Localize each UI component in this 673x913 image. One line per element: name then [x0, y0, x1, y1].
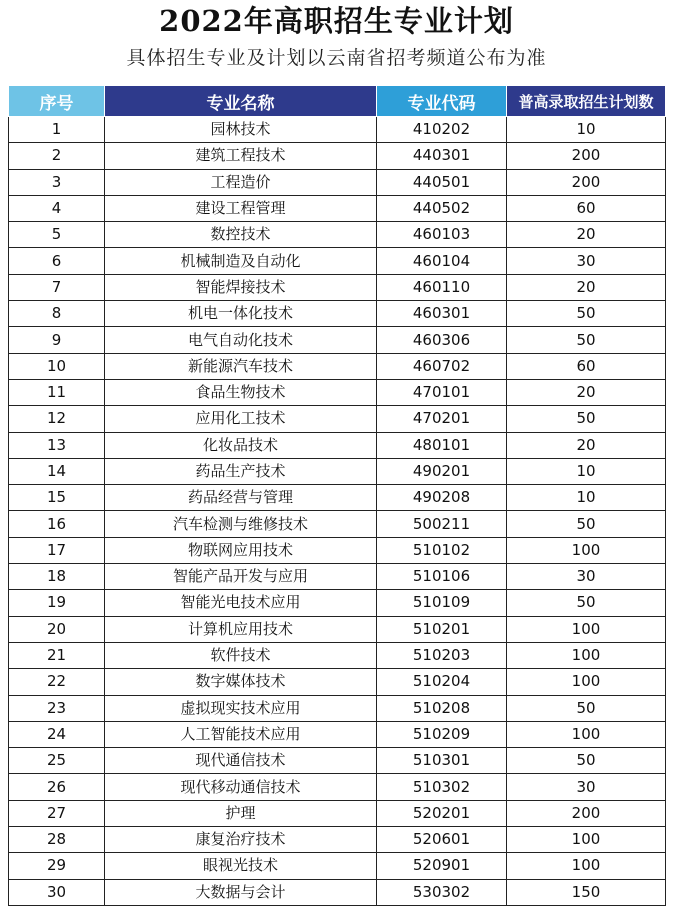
cell-major-code: 510208: [377, 695, 507, 721]
table-row: [9, 827, 666, 853]
header-major-code: 专业代码: [377, 86, 507, 117]
table-row: [9, 458, 666, 484]
cell-seq: 9: [9, 327, 105, 353]
cell-seq: 28: [9, 827, 105, 853]
table-row: [9, 274, 666, 300]
cell-plan-count: 100: [507, 721, 666, 747]
header-major-name: 专业名称: [105, 86, 377, 117]
cell-seq: 4: [9, 195, 105, 221]
cell-seq: 20: [9, 616, 105, 642]
header-seq: 序号: [9, 86, 105, 117]
table-row: [9, 248, 666, 274]
cell-major-code: 460110: [377, 274, 507, 300]
table-row: [9, 301, 666, 327]
cell-major-code: 460301: [377, 301, 507, 327]
cell-seq: 7: [9, 274, 105, 300]
cell-seq: 11: [9, 379, 105, 405]
cell-plan-count: 10: [507, 117, 666, 143]
cell-plan-count: 100: [507, 827, 666, 853]
cell-plan-count: 60: [507, 353, 666, 379]
cell-major-code: 510301: [377, 748, 507, 774]
table-row: [9, 879, 666, 905]
table-row: [9, 774, 666, 800]
cell-major-code: 460104: [377, 248, 507, 274]
cell-plan-count: 10: [507, 485, 666, 511]
cell-seq: 13: [9, 432, 105, 458]
cell-plan-count: 100: [507, 853, 666, 879]
cell-major-name: 大数据与会计: [105, 879, 377, 905]
cell-seq: 27: [9, 800, 105, 826]
cell-major-code: 490208: [377, 485, 507, 511]
cell-major-code: 460306: [377, 327, 507, 353]
table-row: [9, 406, 666, 432]
cell-plan-count: 200: [507, 800, 666, 826]
cell-major-code: 440502: [377, 195, 507, 221]
cell-major-code: 510102: [377, 537, 507, 563]
table-row: [9, 117, 666, 143]
cell-major-name: 智能产品开发与应用: [105, 564, 377, 590]
cell-major-code: 530302: [377, 879, 507, 905]
cell-major-code: 480101: [377, 432, 507, 458]
table-body: [9, 117, 666, 906]
cell-seq: 18: [9, 564, 105, 590]
cell-seq: 21: [9, 642, 105, 668]
cell-major-code: 520201: [377, 800, 507, 826]
cell-seq: 29: [9, 853, 105, 879]
cell-plan-count: 20: [507, 379, 666, 405]
cell-major-code: 520601: [377, 827, 507, 853]
cell-major-code: 470201: [377, 406, 507, 432]
cell-major-name: 化妆品技术: [105, 432, 377, 458]
cell-major-code: 470101: [377, 379, 507, 405]
cell-major-code: 440301: [377, 143, 507, 169]
cell-major-code: 510302: [377, 774, 507, 800]
cell-major-name: 智能焊接技术: [105, 274, 377, 300]
table-row: [9, 748, 666, 774]
table-row: [9, 564, 666, 590]
cell-plan-count: 100: [507, 537, 666, 563]
cell-plan-count: 30: [507, 248, 666, 274]
table-row: [9, 143, 666, 169]
cell-major-code: 520901: [377, 853, 507, 879]
table-row: [9, 642, 666, 668]
cell-major-name: 智能光电技术应用: [105, 590, 377, 616]
table-row: [9, 169, 666, 195]
cell-seq: 26: [9, 774, 105, 800]
cell-seq: 17: [9, 537, 105, 563]
cell-plan-count: 10: [507, 458, 666, 484]
cell-major-name: 园林技术: [105, 117, 377, 143]
cell-major-name: 电气自动化技术: [105, 327, 377, 353]
cell-major-code: 510106: [377, 564, 507, 590]
table-row: [9, 222, 666, 248]
cell-major-name: 药品经营与管理: [105, 485, 377, 511]
cell-major-name: 计算机应用技术: [105, 616, 377, 642]
cell-major-name: 机械制造及自动化: [105, 248, 377, 274]
cell-major-code: 510209: [377, 721, 507, 747]
table-row: [9, 353, 666, 379]
cell-major-name: 数字媒体技术: [105, 669, 377, 695]
document-title: 2022年高职招生专业计划: [159, 4, 514, 38]
cell-major-name: 康复治疗技术: [105, 827, 377, 853]
table-row: [9, 721, 666, 747]
cell-plan-count: 100: [507, 642, 666, 668]
cell-major-name: 虚拟现实技术应用: [105, 695, 377, 721]
cell-major-name: 建筑工程技术: [105, 143, 377, 169]
cell-plan-count: 50: [507, 511, 666, 537]
cell-seq: 15: [9, 485, 105, 511]
table-row: [9, 616, 666, 642]
table-row: [9, 432, 666, 458]
cell-seq: 6: [9, 248, 105, 274]
cell-major-name: 眼视光技术: [105, 853, 377, 879]
enrollment-plan-table: [8, 85, 666, 906]
cell-major-name: 护理: [105, 800, 377, 826]
table-header-row: [9, 86, 666, 117]
cell-major-name: 现代通信技术: [105, 748, 377, 774]
cell-major-name: 数控技术: [105, 222, 377, 248]
cell-plan-count: 200: [507, 169, 666, 195]
cell-seq: 14: [9, 458, 105, 484]
cell-major-name: 软件技术: [105, 642, 377, 668]
cell-major-name: 工程造价: [105, 169, 377, 195]
cell-major-code: 500211: [377, 511, 507, 537]
cell-major-name: 人工智能技术应用: [105, 721, 377, 747]
cell-seq: 2: [9, 143, 105, 169]
table-row: [9, 800, 666, 826]
cell-plan-count: 50: [507, 748, 666, 774]
cell-major-code: 440501: [377, 169, 507, 195]
cell-plan-count: 20: [507, 432, 666, 458]
cell-seq: 24: [9, 721, 105, 747]
table-row: [9, 853, 666, 879]
cell-plan-count: 20: [507, 274, 666, 300]
cell-plan-count: 50: [507, 327, 666, 353]
table-row: [9, 695, 666, 721]
cell-plan-count: 30: [507, 564, 666, 590]
cell-major-code: 460103: [377, 222, 507, 248]
cell-major-code: 490201: [377, 458, 507, 484]
cell-major-name: 建设工程管理: [105, 195, 377, 221]
table-row: [9, 511, 666, 537]
cell-seq: 23: [9, 695, 105, 721]
cell-plan-count: 30: [507, 774, 666, 800]
cell-seq: 10: [9, 353, 105, 379]
cell-plan-count: 100: [507, 669, 666, 695]
table-row: [9, 379, 666, 405]
cell-major-code: 410202: [377, 117, 507, 143]
cell-seq: 5: [9, 222, 105, 248]
cell-major-name: 食品生物技术: [105, 379, 377, 405]
cell-major-name: 应用化工技术: [105, 406, 377, 432]
table-row: [9, 590, 666, 616]
table-row: [9, 537, 666, 563]
cell-seq: 30: [9, 879, 105, 905]
cell-plan-count: 200: [507, 143, 666, 169]
cell-seq: 8: [9, 301, 105, 327]
cell-major-name: 物联网应用技术: [105, 537, 377, 563]
cell-major-code: 510109: [377, 590, 507, 616]
cell-seq: 16: [9, 511, 105, 537]
cell-major-code: 510201: [377, 616, 507, 642]
table-row: [9, 327, 666, 353]
cell-major-name: 现代移动通信技术: [105, 774, 377, 800]
cell-seq: 25: [9, 748, 105, 774]
cell-major-name: 汽车检测与维修技术: [105, 511, 377, 537]
document-subtitle: 具体招生专业及计划以云南省招考频道公布为准: [126, 47, 547, 69]
cell-plan-count: 50: [507, 406, 666, 432]
cell-major-name: 新能源汽车技术: [105, 353, 377, 379]
cell-major-name: 机电一体化技术: [105, 301, 377, 327]
cell-plan-count: 50: [507, 590, 666, 616]
cell-plan-count: 20: [507, 222, 666, 248]
cell-seq: 1: [9, 117, 105, 143]
header-plan-count: 普高录取招生计划数: [507, 86, 666, 117]
table-row: [9, 195, 666, 221]
cell-major-code: 460702: [377, 353, 507, 379]
cell-seq: 3: [9, 169, 105, 195]
cell-seq: 22: [9, 669, 105, 695]
cell-major-code: 510204: [377, 669, 507, 695]
cell-plan-count: 150: [507, 879, 666, 905]
cell-plan-count: 50: [507, 301, 666, 327]
cell-seq: 19: [9, 590, 105, 616]
cell-seq: 12: [9, 406, 105, 432]
table-row: [9, 485, 666, 511]
cell-major-name: 药品生产技术: [105, 458, 377, 484]
cell-plan-count: 60: [507, 195, 666, 221]
table-row: [9, 669, 666, 695]
cell-plan-count: 100: [507, 616, 666, 642]
cell-major-code: 510203: [377, 642, 507, 668]
cell-plan-count: 50: [507, 695, 666, 721]
